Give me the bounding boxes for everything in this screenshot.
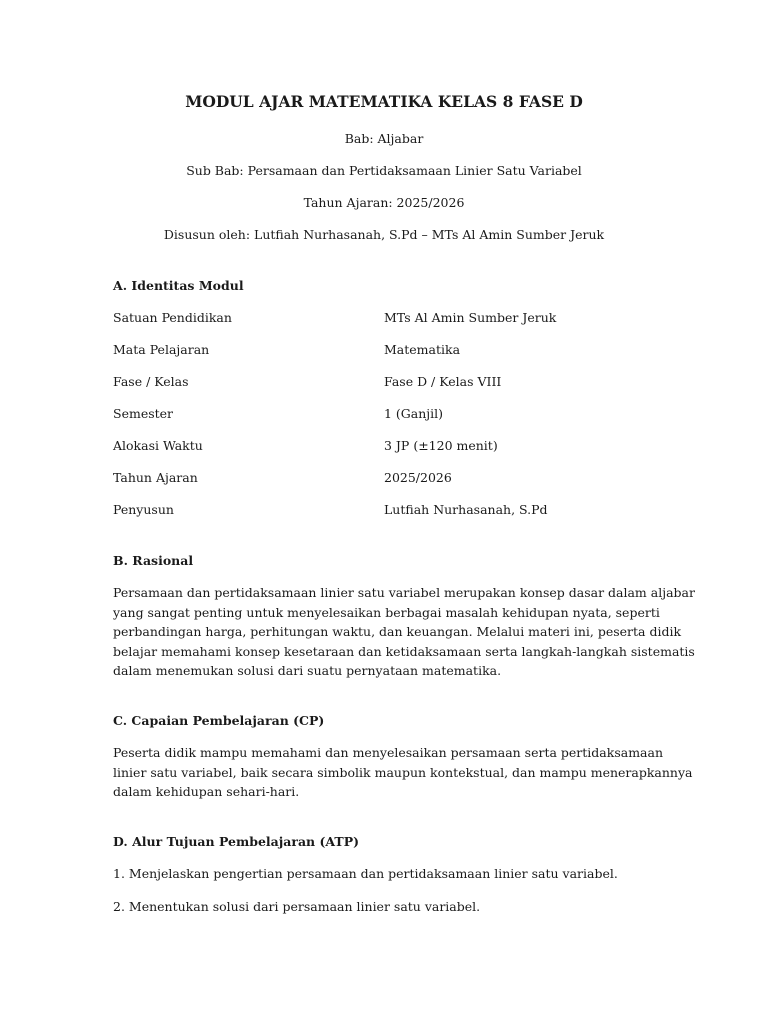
paragraph-line: linier satu variabel, baik secara simbolik maupun kontekstual, dan mampu menerapkannya	[113, 764, 693, 780]
paragraph-line: perbandingan harga, perhitungan waktu, dan keuangan. Melalui materi ini, peserta didik	[113, 624, 682, 639]
identity-label: Satuan Pendidikan	[113, 310, 232, 325]
section-heading-capaian: C. Capaian Pembelajaran (CP)	[113, 713, 325, 728]
identity-value: Fase D / Kelas VIII	[384, 374, 502, 389]
section-heading-rasional: B. Rasional	[113, 553, 194, 568]
atp-item: 2. Menentukan solusi dari persamaan linier satu variabel.	[113, 899, 481, 914]
author-line: Disusun oleh: Lutfiah Nurhasanah, S.Pd – MTs Al Amin Sumber Jeruk	[163, 227, 605, 242]
capaian-paragraph	[113, 743, 693, 802]
section-heading-identitas: A. Identitas Modul	[113, 278, 244, 293]
paragraph-line: Persamaan dan pertidaksamaan linier satu variabel merupakan konsep dasar dalam aljabar	[113, 585, 695, 600]
sub-bab-line: Sub Bab: Persamaan dan Pertidaksamaan Linier Satu Variabel	[186, 163, 582, 178]
identity-value: Matematika	[384, 342, 461, 357]
identity-value: 3 JP (±120 menit)	[384, 438, 498, 453]
identity-label: Fase / Kelas	[113, 374, 189, 389]
document-title: MODUL AJAR MATEMATIKA KELAS 8 FASE D	[185, 92, 583, 111]
identity-value: 2025/2026	[384, 470, 452, 485]
atp-item: 1. Menjelaskan pengertian persamaan dan pertidaksamaan linier satu variabel.	[113, 866, 618, 881]
identity-value: 1 (Ganjil)	[384, 406, 444, 421]
paragraph-line: Peserta didik mampu memahami dan menyelesaikan persamaan serta pertidaksamaan	[113, 745, 664, 760]
paragraph-line: dalam menemukan solusi dari suatu pernyataan matematika.	[113, 663, 502, 678]
paragraph-line: yang sangat penting untuk menyelesaikan berbagai masalah kehidupan nyata, seperti	[113, 604, 660, 620]
identity-label: Alokasi Waktu	[113, 438, 203, 453]
bab-line: Bab: Aljabar	[344, 131, 424, 146]
identity-label: Penyusun	[113, 502, 174, 517]
identity-value: Lutfiah Nurhasanah, S.Pd	[384, 502, 548, 517]
tahun-ajaran-line: Tahun Ajaran: 2025/2026	[303, 195, 465, 210]
rasional-paragraph	[113, 583, 695, 681]
section-heading-atp: D. Alur Tujuan Pembelajaran (ATP)	[113, 834, 360, 849]
paragraph-line: dalam kehidupan sehari-hari.	[113, 784, 300, 799]
identity-label: Semester	[113, 406, 174, 421]
identity-label: Tahun Ajaran	[113, 470, 198, 485]
paragraph-line: belajar memahami konsep kesetaraan dan ketidaksamaan serta langkah-langkah sistematis	[113, 643, 695, 659]
identity-value: MTs Al Amin Sumber Jeruk	[384, 310, 557, 325]
identity-label: Mata Pelajaran	[113, 342, 210, 357]
